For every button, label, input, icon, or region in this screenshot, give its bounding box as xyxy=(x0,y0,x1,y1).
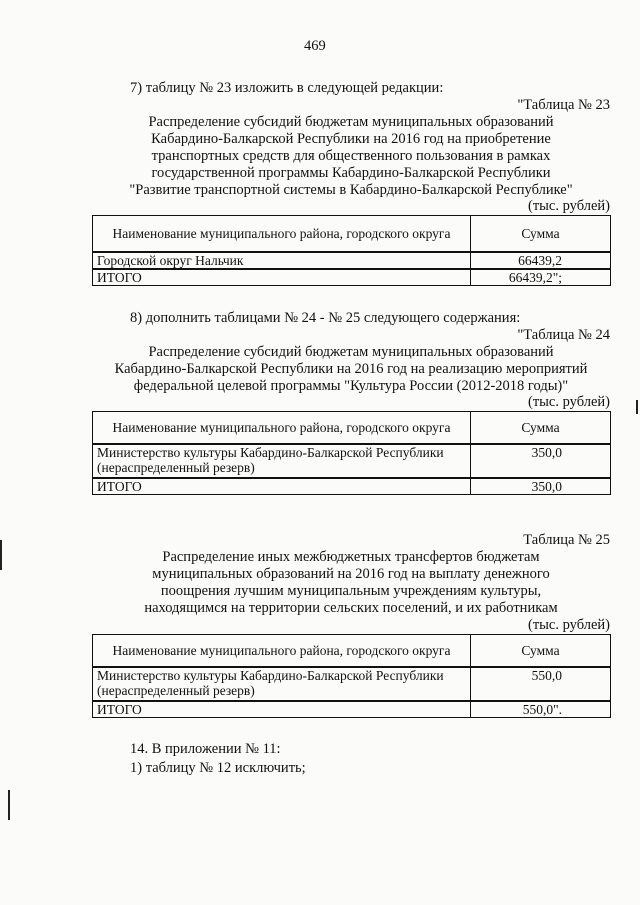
table-23 xyxy=(92,215,611,286)
item-14-subitem: 1) таблицу № 12 исключить; xyxy=(130,760,306,776)
total-sum: 550,0". xyxy=(471,701,611,718)
title-line: федеральной целевой программы "Культура России (2012-2018 годы)" xyxy=(133,378,569,394)
title-line: муниципальных образований на 2016 год на выплату денежного xyxy=(152,566,550,582)
row-name: Министерство культуры Кабардино-Балкарской Республики (нераспределенный резерв) xyxy=(93,444,471,478)
total-label: ИТОГО xyxy=(93,701,471,718)
item-14-heading: 14. В приложении № 11: xyxy=(130,741,281,757)
table-25 xyxy=(92,634,611,718)
row-sum: 550,0 xyxy=(471,667,611,701)
title-line: транспортных средств для общественного пользования в рамках xyxy=(151,148,551,164)
table-25-title xyxy=(92,549,610,617)
item-8-text: 8) дополнить таблицами № 24 - № 25 следующего содержания: xyxy=(130,310,521,326)
table-23-title xyxy=(92,114,610,199)
table-24-title xyxy=(92,344,610,395)
total-sum: 350,0 xyxy=(471,478,611,495)
title-line: поощрения лучшим муниципальным учреждениям культуры, xyxy=(160,583,542,599)
title-line: Кабардино-Балкарской Республики на 2016 год на приобретение xyxy=(151,131,551,147)
scan-edge-mark xyxy=(0,540,2,570)
total-sum: 66439,2"; xyxy=(471,269,611,286)
scan-edge-mark xyxy=(8,790,10,820)
title-line: Распределение иных межбюджетных трансфертов бюджетам xyxy=(162,549,540,565)
total-label: ИТОГО xyxy=(93,269,471,286)
header-name: Наименование муниципального района, городского округа xyxy=(93,412,471,444)
title-line: находящимся на территории сельских поселений, и их работникам xyxy=(144,600,558,616)
header-sum: Сумма xyxy=(471,412,611,444)
table-24-label: "Таблица № 24 xyxy=(517,327,610,343)
title-line: Кабардино-Балкарской Республики на 2016 год на реализацию мероприятий xyxy=(114,361,588,377)
row-name: Городской округ Нальчик xyxy=(93,252,471,269)
table-25-label: Таблица № 25 xyxy=(523,532,610,548)
row-sum: 350,0 xyxy=(471,444,611,478)
row-name: Министерство культуры Кабардино-Балкарской Республики (нераспределенный резерв) xyxy=(93,667,471,701)
total-label: ИТОГО xyxy=(93,478,471,495)
table-23-label: "Таблица № 23 xyxy=(517,97,610,113)
title-line: государственной программы Кабардино-Балкарской Республики xyxy=(151,165,551,181)
title-line: Распределение субсидий бюджетам муниципальных образований xyxy=(148,114,554,130)
header-sum: Сумма xyxy=(471,635,611,667)
scan-edge-mark xyxy=(636,400,638,414)
page-number: 469 xyxy=(304,38,326,54)
table-24-units: (тыс. рублей) xyxy=(528,394,610,410)
table-24 xyxy=(92,411,611,495)
header-name: Наименование муниципального района, городского округа xyxy=(93,635,471,667)
item-7-text: 7) таблицу № 23 изложить в следующей редакции: xyxy=(130,80,444,96)
table-25-units: (тыс. рублей) xyxy=(528,617,610,633)
title-line: Распределение субсидий бюджетам муниципальных образований xyxy=(148,344,554,360)
table-23-units: (тыс. рублей) xyxy=(528,198,610,214)
header-sum: Сумма xyxy=(471,216,611,252)
header-name: Наименование муниципального района, городского округа xyxy=(93,216,471,252)
title-line: "Развитие транспортной системы в Кабардино-Балкарской Республике" xyxy=(129,182,573,198)
row-sum: 66439,2 xyxy=(471,252,611,269)
